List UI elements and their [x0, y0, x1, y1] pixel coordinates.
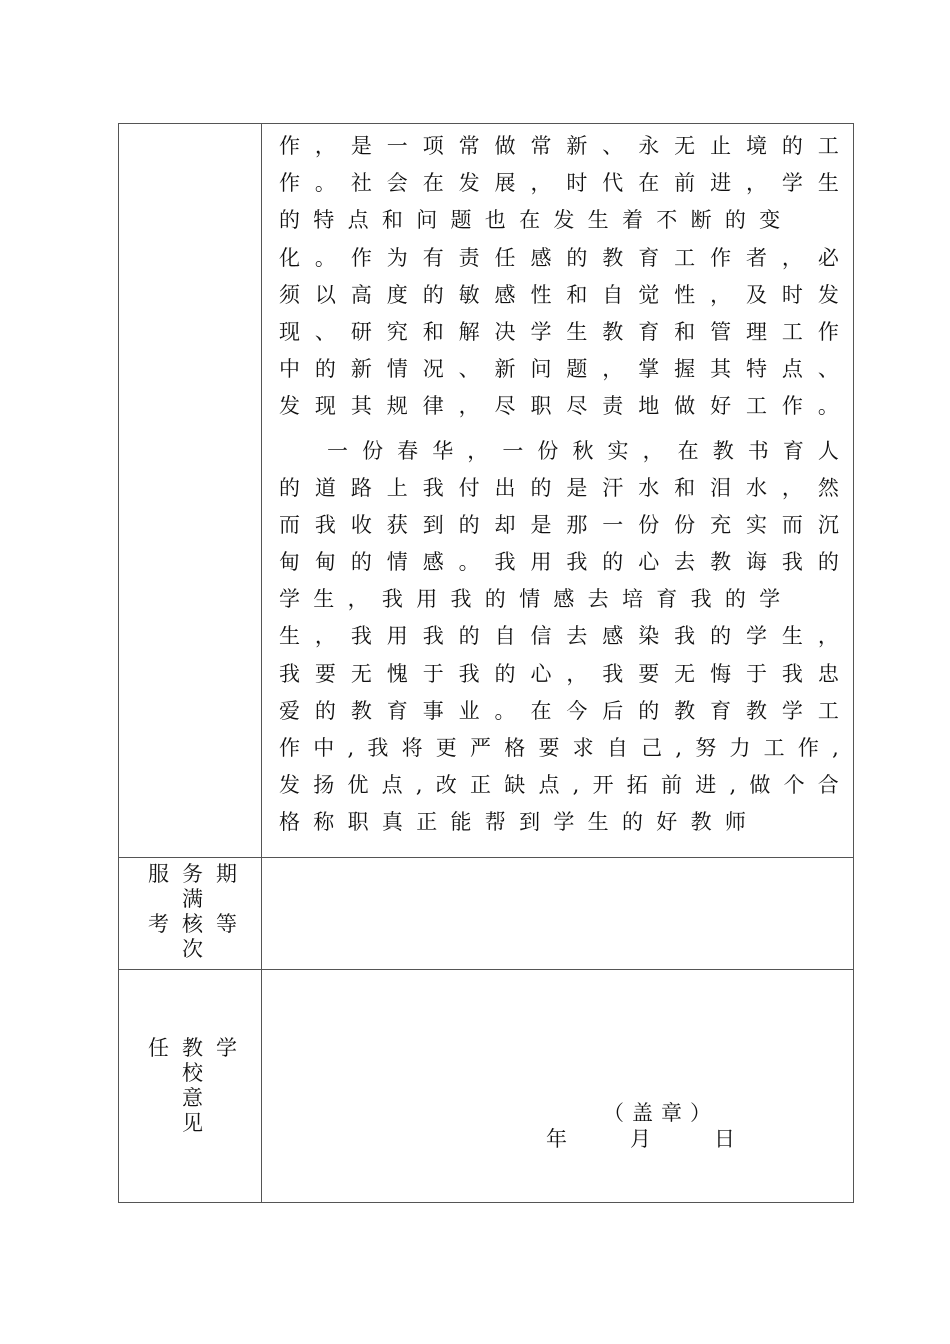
label-char: 校: [182, 1061, 203, 1085]
text-line: 甸 甸 的 情 感 。 我 用 我 的 心 去 教 诲 我 的: [279, 550, 839, 575]
date-month-label: 月: [630, 1127, 651, 1151]
text-line: 格 称 职 真 正 能 帮 到 学 生 的 好 教 师: [279, 810, 746, 835]
text-line: 作 中 , 我 将 更 严 格 要 求 自 己 , 努 力 工 作 ,: [279, 736, 839, 760]
text-line: 作 ， 是 一 项 常 做 常 新 、 永 无 止 境 的 工: [279, 134, 839, 158]
text-line: 生 ， 我 用 我 的 自 信 去 感 染 我 的 学 生 ，: [279, 624, 839, 649]
label-char: 服: [148, 862, 169, 886]
text-line: 而 我 收 获 到 的 却 是 那 一 份 份 充 实 而 沉: [279, 512, 839, 537]
text-line: 学 生 ， 我 用 我 的 情 感 去 培 育 我 的 学: [279, 587, 781, 612]
label-char: 意: [182, 1086, 203, 1110]
text-line: 作 。 社 会 在 发 展 ， 时 代 在 前 进 ， 学 生: [279, 171, 839, 196]
seal-placeholder: （盖章）: [603, 1101, 719, 1125]
text-line: 中 的 新 情 况 、 新 问 题 ， 掌 握 其 特 点 、: [279, 357, 839, 382]
text-line: 化 。 作 为 有 责 任 感 的 教 育 工 作 者 ， 必: [279, 245, 839, 270]
label-char: 满: [182, 887, 203, 911]
row-divider-1: [119, 857, 853, 858]
label-char: 任: [148, 1036, 169, 1060]
label-char: 期: [216, 862, 237, 886]
paragraph-2: [279, 437, 839, 846]
label-char: 核: [182, 912, 203, 936]
text-line: 一 份 春 华 ， 一 份 秋 实 ， 在 教 书 育 人: [327, 438, 839, 463]
date-year-label: 年: [546, 1127, 567, 1151]
summary-text-block: [279, 132, 839, 846]
text-line: 我 要 无 愧 于 我 的 心 ， 我 要 无 悔 于 我 忠: [279, 661, 839, 686]
label-char: 考: [148, 912, 169, 936]
text-line: 现 、 研 究 和 解 决 学 生 教 育 和 管 理 工 作: [279, 319, 839, 344]
text-line: 发 扬 优 点 , 改 正 缺 点 , 开 拓 前 进 , 做 个 合: [279, 773, 839, 798]
text-line: 发 现 其 规 律 ， 尽 职 尽 责 地 做 好 工 作 。: [279, 394, 839, 419]
label-char: 务: [182, 862, 203, 886]
paragraph-1: [279, 132, 839, 430]
column-divider: [261, 124, 262, 1202]
label-char: 次: [182, 937, 203, 961]
label-char: 见: [182, 1111, 203, 1135]
label-char: 学: [216, 1036, 237, 1060]
text-line: 须 以 高 度 的 敏 感 性 和 自 觉 性 ， 及 时 发: [279, 282, 839, 307]
text-line: 爱 的 教 育 事 业 。 在 今 后 的 教 育 教 学 工: [279, 698, 839, 723]
text-line: 的 道 路 上 我 付 出 的 是 汗 水 和 泪 水 ， 然: [279, 475, 839, 500]
label-char: 等: [216, 912, 237, 936]
row-divider-2: [119, 969, 853, 970]
date-day-label: 日: [714, 1127, 735, 1151]
text-line: 的 特 点 和 问 题 也 在 发 生 着 不 断 的 变: [279, 208, 781, 233]
label-char: 教: [182, 1036, 203, 1060]
